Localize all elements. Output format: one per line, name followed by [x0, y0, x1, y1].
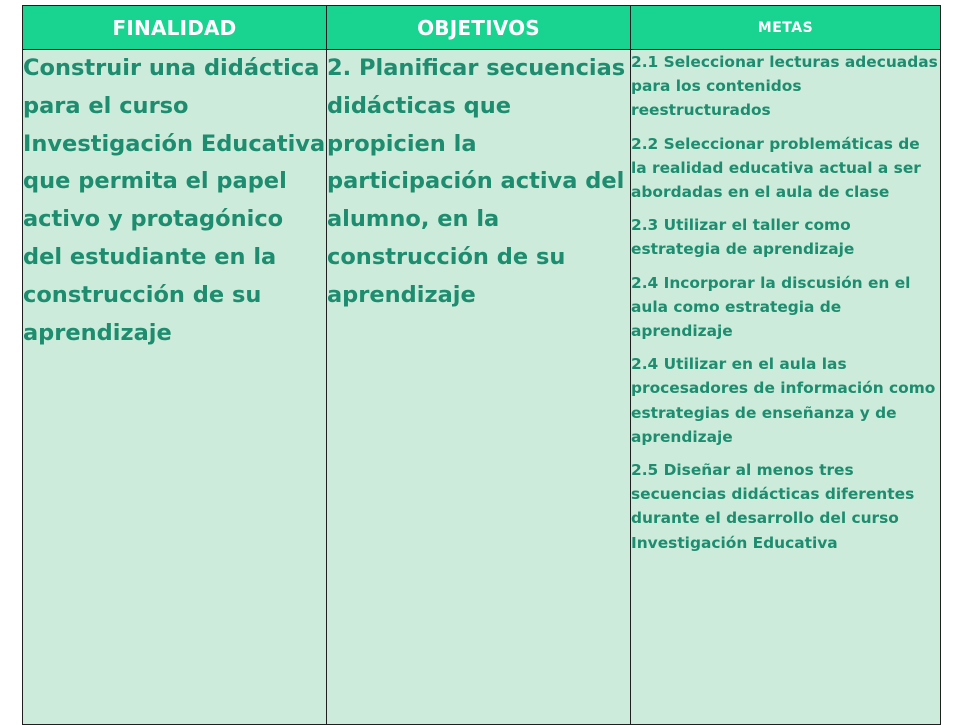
meta-item: 2.4 Incorporar la discusión en el aula como estrategia de aprendizaje	[631, 273, 911, 341]
meta-item: 2.2 Seleccionar problemáticas de la realidad educativa actual a ser abordadas en el aula de clase	[631, 134, 921, 202]
header-finalidad: FINALIDAD	[23, 6, 327, 50]
meta-item: 2.1 Seleccionar lecturas adecuadas para los contenidos reestructurados	[631, 53, 938, 120]
objetivo-cell: 2. Planificar secuencias didácticas que propicien la participación activa del alumno, en la construcción de su aprendizaje	[327, 50, 631, 725]
header-row	[23, 6, 941, 50]
header-objetivos: OBJETIVOS	[327, 6, 631, 50]
finalidad-cell: Construir una didáctica para el curso Investigación Educativa que permita el papel activo y protagónico del estudiante en la construcción de su aprendizaje	[23, 50, 327, 725]
meta-item: 2.5 Diseñar al menos tres secuencias didácticas diferentes durante el desarrollo del curso Investigación Educativa	[631, 461, 915, 552]
metas-cell	[631, 50, 941, 725]
content-row	[23, 50, 941, 725]
meta-item: 2.4 Utilizar en el aula las procesadores de información como estrategias de enseñanza y de aprendizaje	[631, 355, 936, 446]
planning-table	[22, 5, 941, 725]
meta-item: 2.3 Utilizar el taller como estrategia de aprendizaje	[631, 216, 855, 259]
header-metas: METAS	[631, 6, 941, 50]
